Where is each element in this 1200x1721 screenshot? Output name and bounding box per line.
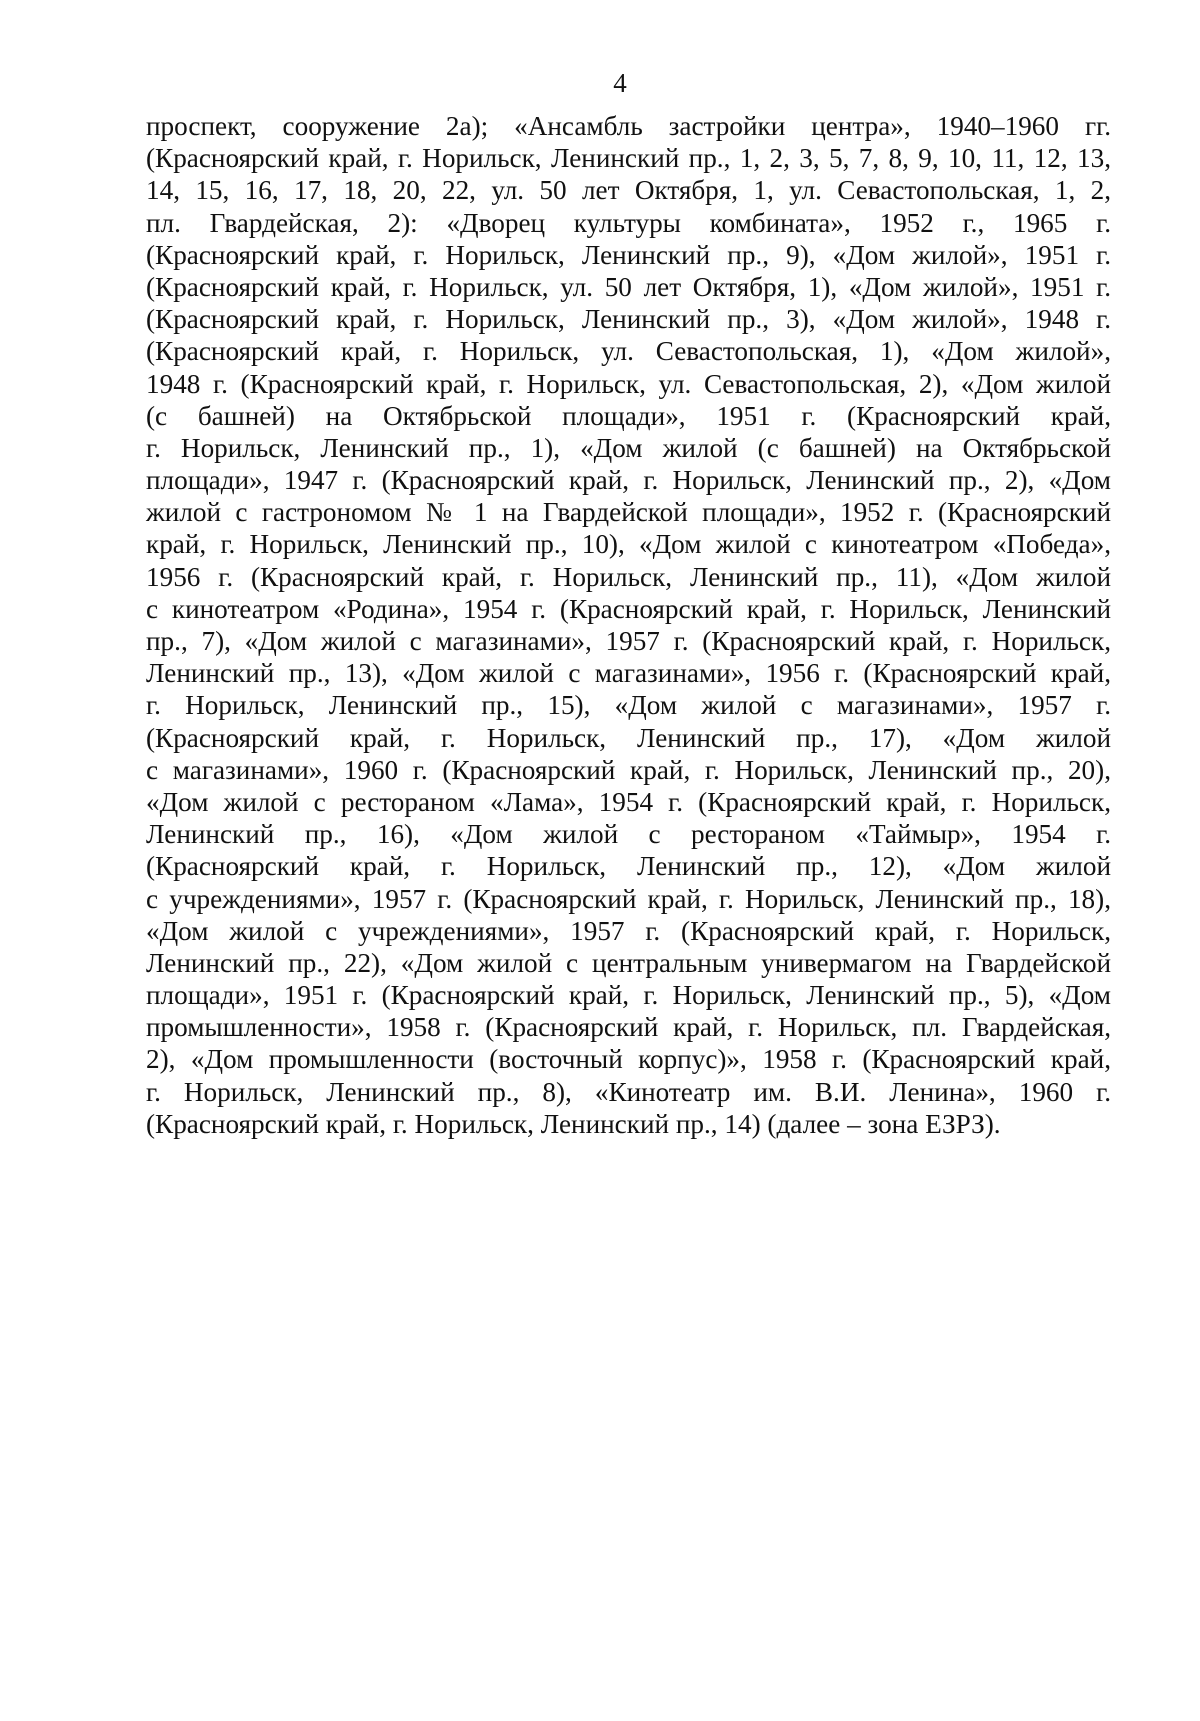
- text-line: (Красноярский край, г. Норильск, ул. 50 лет Октября, 1), «Дом жилой», 1951 г.: [146, 271, 1111, 302]
- text-line: с магазинами», 1960 г. (Красноярский край, г. Норильск, Ленинский пр., 20),: [146, 754, 1111, 785]
- text-line: 2), «Дом промышленности (восточный корпус)», 1958 г. (Красноярский край,: [146, 1044, 1111, 1075]
- text-line: с кинотеатром «Родина», 1954 г. (Красноярский край, г. Норильск, Ленинский: [146, 593, 1111, 624]
- text-line: край, г. Норильск, Ленинский пр., 10), «Дом жилой с кинотеатром «Победа»,: [146, 529, 1111, 560]
- text-line: пр., 7), «Дом жилой с магазинами», 1957 г. (Красноярский край, г. Норильск,: [146, 626, 1111, 656]
- body-paragraph: [146, 110, 1111, 1140]
- text-line: г. Норильск, Ленинский пр., 8), «Кинотеатр им. В.И. Ленина», 1960 г.: [146, 1076, 1111, 1107]
- text-line: (Красноярский край, г. Норильск, Ленинский пр., 17), «Дом жилой: [146, 722, 1111, 753]
- text-line: пл. Гвардейская, 2): «Дворец культуры комбината», 1952 г., 1965 г.: [146, 207, 1111, 238]
- text-line: Ленинский пр., 13), «Дом жилой с магазинами», 1956 г. (Красноярский край,: [146, 658, 1111, 689]
- text-line: 1948 г. (Красноярский край, г. Норильск, ул. Севастопольская, 2), «Дом жилой: [146, 368, 1111, 399]
- text-line: 14, 15, 16, 17, 18, 20, 22, ул. 50 лет Октября, 1, ул. Севастопольская, 1, 2,: [146, 175, 1111, 206]
- text-line: (с башней) на Октябрьской площади», 1951 г. (Красноярский край,: [146, 400, 1111, 431]
- text-line: проспект, сооружение 2а); «Ансамбль застройки центра», 1940–1960 гг.: [146, 111, 1111, 141]
- text-line: (Красноярский край, г. Норильск, Ленинский пр., 9), «Дом жилой», 1951 г.: [146, 239, 1111, 270]
- text-line: с учреждениями», 1957 г. (Красноярский край, г. Норильск, Ленинский пр., 18),: [146, 883, 1111, 914]
- text-line: площади», 1947 г. (Красноярский край, г. Норильск, Ленинский пр., 2), «Дом: [146, 465, 1111, 496]
- text-line: Ленинский пр., 22), «Дом жилой с центральным универмагом на Гвардейской: [146, 947, 1111, 978]
- text-line: жилой с гастрономом № 1 на Гвардейской площади», 1952 г. (Красноярский: [146, 497, 1111, 528]
- text-line: г. Норильск, Ленинский пр., 15), «Дом жилой с магазинами», 1957 г.: [146, 690, 1111, 721]
- text-line: промышленности», 1958 г. (Красноярский край, г. Норильск, пл. Гвардейская,: [146, 1012, 1111, 1043]
- page-number: 4: [613, 68, 627, 98]
- text-line: площади», 1951 г. (Красноярский край, г. Норильск, Ленинский пр., 5), «Дом: [146, 980, 1111, 1011]
- text-line: г. Норильск, Ленинский пр., 1), «Дом жилой (с башней) на Октябрьской: [146, 432, 1111, 463]
- text-line: (Красноярский край, г. Норильск, ул. Севастопольская, 1), «Дом жилой»,: [146, 336, 1111, 367]
- text-line: 1956 г. (Красноярский край, г. Норильск, Ленинский пр., 11), «Дом жилой: [146, 561, 1111, 592]
- text-line: (Красноярский край, г. Норильск, Ленинский пр., 14) (далее – зона ЕЗРЗ).: [146, 1108, 1001, 1139]
- text-line: «Дом жилой с рестораном «Лама», 1954 г. (Красноярский край, г. Норильск,: [146, 786, 1111, 817]
- text-line: Ленинский пр., 16), «Дом жилой с рестораном «Таймыр», 1954 г.: [146, 819, 1111, 850]
- text-line: (Красноярский край, г. Норильск, Ленинский пр., 3), «Дом жилой», 1948 г.: [146, 304, 1111, 335]
- text-line: «Дом жилой с учреждениями», 1957 г. (Красноярский край, г. Норильск,: [146, 915, 1111, 946]
- text-line: (Красноярский край, г. Норильск, Ленинский пр., 12), «Дом жилой: [146, 851, 1111, 882]
- text-line: (Красноярский край, г. Норильск, Ленинский пр., 1, 2, 3, 5, 7, 8, 9, 10, 11, 12, 13,: [146, 143, 1111, 174]
